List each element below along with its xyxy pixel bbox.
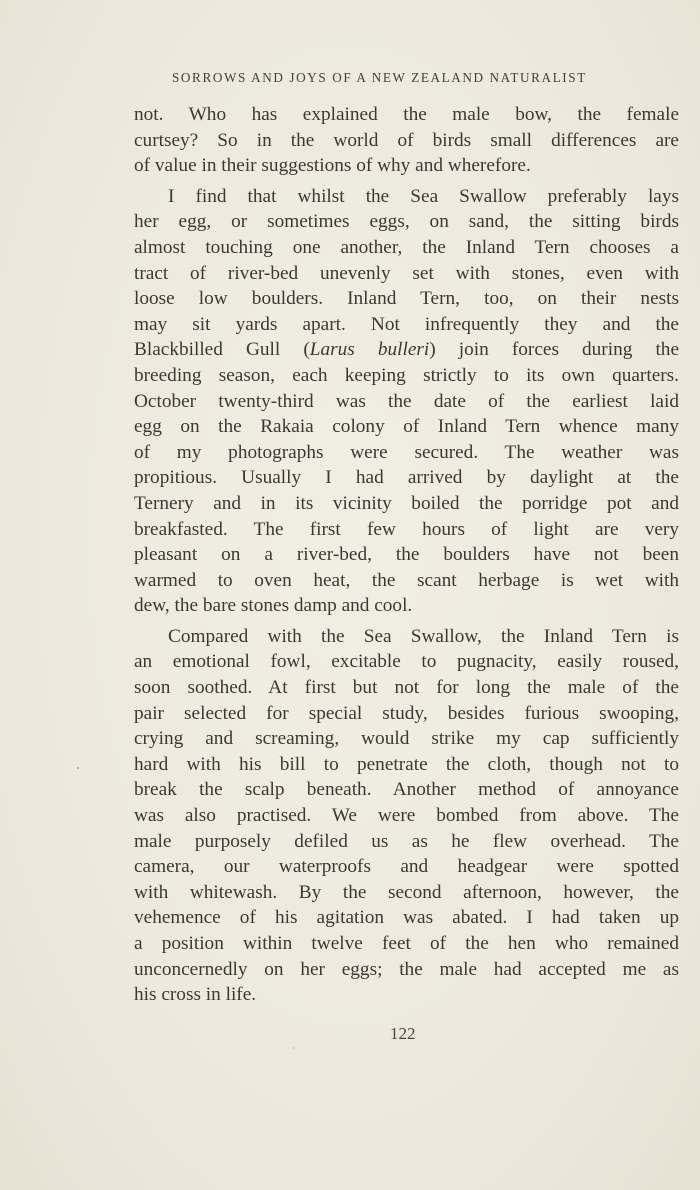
text-line: Blackbilled Gull (Larus bulleri) join forces during the <box>134 339 679 361</box>
body-text <box>134 102 679 1008</box>
paragraph-2 <box>134 184 679 619</box>
text-line: Compared with the Sea Swallow, the Inland Tern is <box>168 625 679 647</box>
text-line: soon soothed. At first but not for long the male of the <box>134 677 679 699</box>
text-line: tract of river-bed unevenly set with stones, even with <box>134 262 679 284</box>
text-line: camera, our waterproofs and headgear were spotted <box>134 856 679 878</box>
species-name: Larus bulleri <box>309 339 430 361</box>
text-line: vehemence of his agitation was abated. I had taken up <box>134 907 679 929</box>
text-line: propitious. Usually I had arrived by daylight at the <box>134 467 679 489</box>
text-line: not. Who has explained the male bow, the female <box>134 104 679 125</box>
text-line: hard with his bill to penetrate the cloth, though not to <box>134 753 679 775</box>
text-line: her egg, or sometimes eggs, on sand, the sitting birds <box>134 211 679 233</box>
text-line: warmed to oven heat, the scant herbage is wet with <box>134 569 679 591</box>
text-line: crying and screaming, would strike my cap sufficiently <box>134 728 679 750</box>
paragraph-1 <box>134 102 679 179</box>
text-line: break the scalp beneath. Another method of annoyance <box>134 779 679 801</box>
text-line: of value in their suggestions of why and wherefore. <box>134 155 531 177</box>
text-line: curtsey? So in the world of birds small differences are <box>134 129 679 151</box>
text-line: was also practised. We were bombed from above. The <box>134 805 679 827</box>
text-line: male purposely defiled us as he flew overhead. The <box>134 830 679 852</box>
text-line: an emotional fowl, excitable to pugnacity, easily roused, <box>134 651 679 673</box>
text-line: egg on the Rakaia colony of Inland Tern whence many <box>134 416 679 438</box>
text-line: I find that whilst the Sea Swallow preferably lays <box>168 185 679 207</box>
running-head: SORROWS AND JOYS OF A NEW ZEALAND NATURALIST <box>172 70 587 85</box>
text-line: pleasant on a river-bed, the boulders have not been <box>134 544 679 566</box>
text-line: of my photographs were secured. The weather was <box>134 441 679 463</box>
text-line: dew, the bare stones damp and cool. <box>134 595 413 617</box>
text-line: October twenty-third was the date of the earliest laid <box>134 390 679 412</box>
text-line: a position within twelve feet of the hen who remained <box>134 933 679 954</box>
text-line: his cross in life. <box>134 984 257 1006</box>
text-line: pair selected for special study, besides furious swooping, <box>134 702 679 724</box>
text-line: breakfasted. The first few hours of light are very <box>134 518 679 540</box>
text-line: breeding season, each keeping strictly to its own quarters. <box>134 364 679 386</box>
paper-speck <box>293 1047 294 1049</box>
page-number: 122 <box>390 1024 416 1043</box>
text-line: with whitewash. By the second afternoon, however, the <box>134 881 679 903</box>
text-line: may sit yards apart. Not infrequently they and the <box>134 313 679 335</box>
text-line: Ternery and in its vicinity boiled the porridge pot and <box>134 492 679 514</box>
paper-speck <box>77 767 79 769</box>
paragraph-3 <box>134 624 679 1008</box>
text-line: loose low boulders. Inland Tern, too, on their nests <box>134 288 679 310</box>
text-line: almost touching one another, the Inland Tern chooses a <box>134 236 679 258</box>
text-line: unconcernedly on her eggs; the male had accepted me as <box>134 958 679 980</box>
